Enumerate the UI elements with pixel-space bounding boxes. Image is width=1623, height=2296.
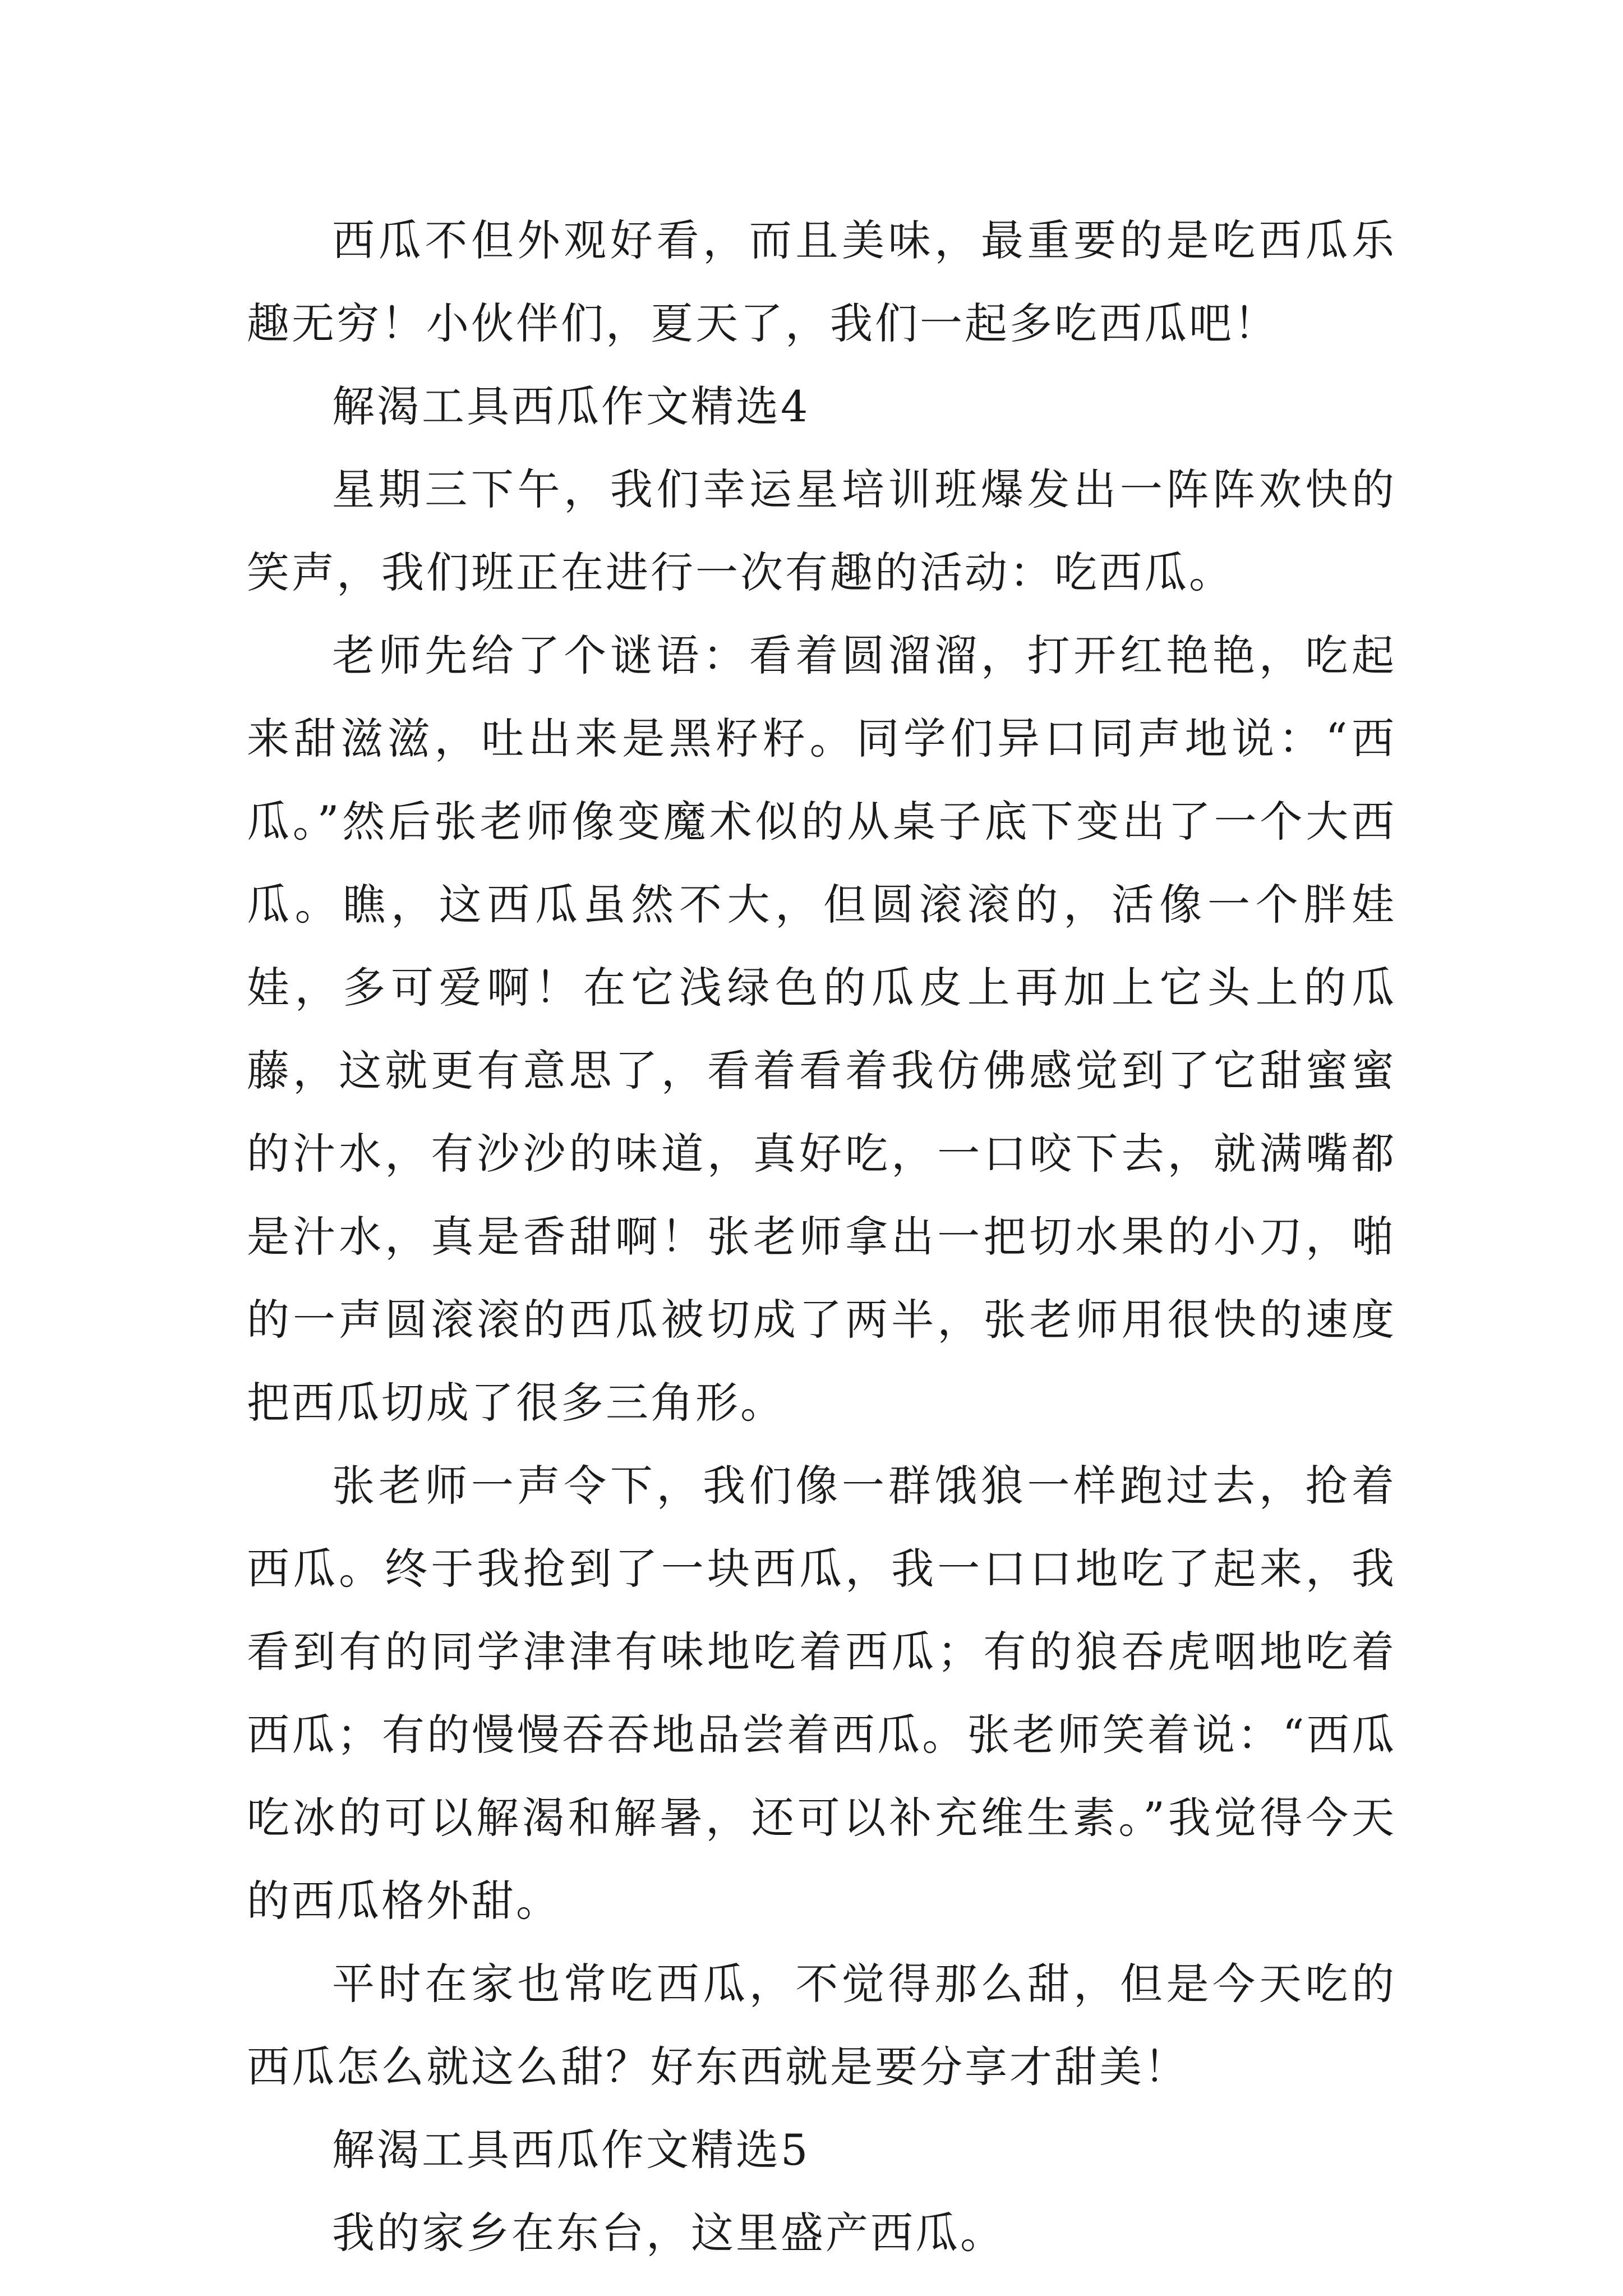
essay-heading-5: 解渴工具西瓜作文精选5 (332, 2125, 810, 2175)
paragraph-eating: 张老师一声令下，我们像一群饿狼一样跑过去，抢着西瓜。终于我抢到了一块西瓜，我一口口地吃了起来，我看到有的同学津津有味地吃着西瓜；有的狼吞虎咽地吃着西瓜；有的慢慢吞吞地品尝着西瓜。张老师笑着说：“西瓜吃冰的可以解渴和解暑，还可以补充维生素。”我觉得今天的西瓜格外甜。 (247, 1461, 1396, 1926)
paragraph-intro-essay-5: 我的家乡在东台，这里盛产西瓜。 (332, 2208, 1005, 2258)
paragraph-closing-essay-3: 西瓜不但外观好看，而且美味，最重要的是吃西瓜乐趣无穷！小伙伴们，夏天了，我们一起多吃西瓜吧！ (247, 215, 1396, 348)
essay-heading-4: 解渴工具西瓜作文精选4 (332, 381, 810, 431)
paragraph-intro-essay-4: 星期三下午，我们幸运星培训班爆发出一阵阵欢快的笑声，我们班正在进行一次有趣的活动：吃西瓜。 (247, 464, 1396, 597)
document-body (247, 199, 1396, 2275)
paragraph-conclusion-essay-4: 平时在家也常吃西瓜，不觉得那么甜，但是今天吃的西瓜怎么就这么甜？好东西就是要分享才甜美！ (247, 1959, 1396, 2092)
paragraph-riddle: 老师先给了个谜语：看着圆溜溜，打开红艳艳，吃起来甜滋滋，吐出来是黑籽籽。同学们异口同声地说：“西瓜。”然后张老师像变魔术似的从桌子底下变出了一个大西瓜。瞧，这西瓜虽然不大，但圆滚滚的，活像一个胖娃娃，多可爱啊！在它浅绿色的瓜皮上再加上它头上的瓜藤，这就更有意思了，看着看着我仿佛感觉到了它甜蜜蜜的汁水，有沙沙的味道，真好吃，一口咬下去，就满嘴都是汁水，真是香甜啊！张老师拿出一把切水果的小刀，啪的一声圆滚滚的西瓜被切成了两半，张老师用很快的速度把西瓜切成了很多三角形。 (247, 631, 1396, 1428)
